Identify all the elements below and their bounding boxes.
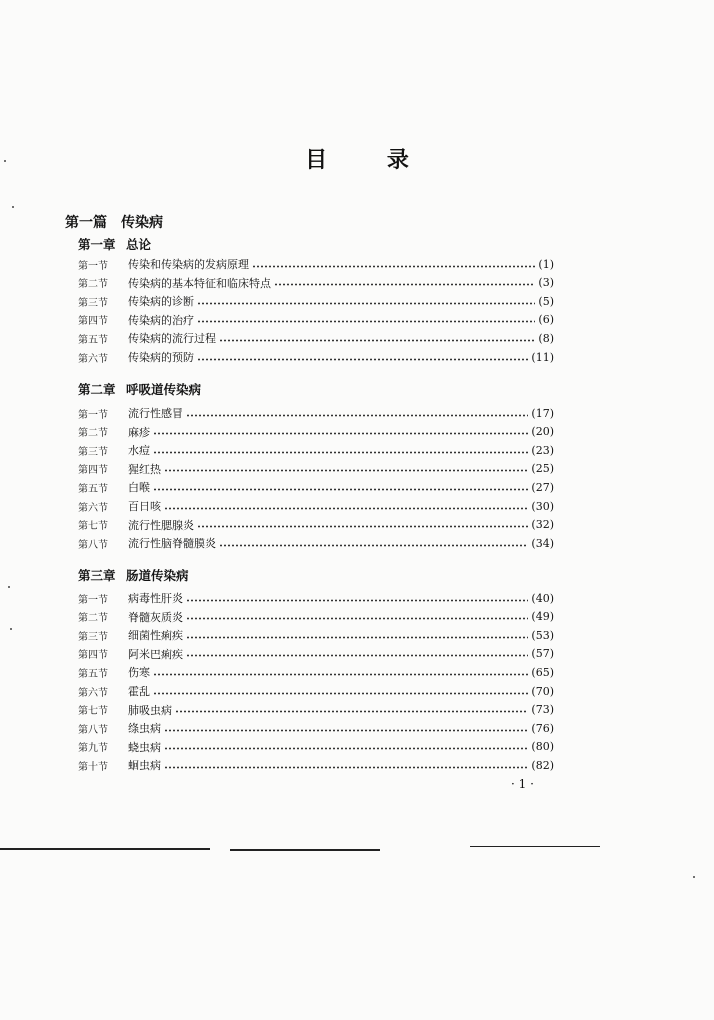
- toc-entry: [78, 645, 554, 663]
- scan-edge-line: [230, 849, 380, 851]
- toc-entry: [78, 608, 554, 626]
- section-title: 水痘: [128, 444, 150, 458]
- toc-entry: [78, 292, 554, 310]
- section-number: 第一节: [78, 260, 108, 272]
- section-page: (80): [531, 740, 554, 754]
- scan-speck: [10, 628, 12, 630]
- toc-entry: [78, 460, 554, 478]
- section-number: 第五节: [78, 334, 108, 346]
- dot-leader: [164, 747, 528, 750]
- section-number: 第六节: [78, 353, 108, 365]
- dot-leader: [186, 617, 528, 620]
- section-number: 第五节: [78, 668, 108, 680]
- dot-leader: [153, 488, 528, 491]
- toc-entry: [78, 756, 554, 774]
- scan-speck: [4, 160, 6, 162]
- dot-leader: [197, 302, 535, 305]
- section-page: (20): [531, 425, 554, 439]
- dot-leader: [153, 432, 528, 435]
- dot-leader: [274, 283, 535, 286]
- section-title: 绦虫病: [128, 722, 161, 736]
- toc-entry: [78, 534, 554, 552]
- section-title: 麻疹: [128, 425, 150, 439]
- section-page: (70): [531, 684, 554, 698]
- dot-leader: [186, 654, 528, 657]
- section-page: (32): [531, 518, 554, 532]
- section-page: (17): [531, 406, 554, 420]
- toc-entry: [78, 719, 554, 737]
- section-title: 传染病的治疗: [128, 313, 194, 327]
- section-page: (40): [531, 591, 554, 605]
- page-title: 目 录: [305, 147, 435, 173]
- scan-speck: [8, 586, 10, 588]
- section-title: 传染病的预防: [128, 351, 194, 364]
- dot-leader: [164, 729, 528, 732]
- dot-leader: [197, 320, 535, 323]
- chapter-title: 总论: [126, 237, 152, 252]
- section-title: 蛲虫病: [128, 740, 161, 754]
- section-page: (25): [531, 462, 554, 476]
- section-number: 第一节: [78, 409, 108, 421]
- section-number: 第六节: [78, 502, 108, 514]
- section-title: 传染病的流行过程: [128, 332, 216, 346]
- section-page: (6): [538, 313, 554, 327]
- section-page: (3): [538, 276, 554, 290]
- section-title: 阿米巴痢疾: [128, 647, 183, 661]
- toc-entry: [78, 663, 554, 681]
- toc-entry: [78, 329, 554, 347]
- section-page: (23): [531, 443, 554, 457]
- section-title: 蛔虫病: [128, 759, 161, 773]
- toc-entry: [78, 589, 554, 607]
- section-title: 流行性感冒: [128, 407, 183, 420]
- section-number: 第三节: [78, 446, 108, 458]
- section-title: 传染病的基本特征和临床特点: [128, 276, 271, 290]
- dot-leader: [197, 358, 528, 361]
- toc-entry: [78, 701, 554, 719]
- dot-leader: [219, 339, 535, 342]
- chapter-heading: [78, 235, 151, 253]
- section-number: 第三节: [78, 631, 108, 643]
- section-number: 第五节: [78, 483, 108, 495]
- toc-entry: [78, 516, 554, 534]
- toc-entry: [78, 478, 554, 496]
- chapter-number: 第三章: [78, 568, 116, 583]
- section-number: 第十节: [78, 761, 108, 773]
- chapter-number: 第二章: [78, 382, 116, 397]
- section-page: (82): [531, 758, 554, 772]
- section-title: 猩红热: [128, 462, 161, 476]
- toc-entry: [78, 348, 554, 366]
- dot-leader: [164, 469, 528, 472]
- section-page: (30): [531, 499, 554, 513]
- toc-entry: [78, 311, 554, 329]
- chapter-number: 第一章: [78, 237, 116, 252]
- dot-leader: [175, 710, 528, 713]
- dot-leader: [153, 692, 528, 695]
- scan-speck: [693, 876, 695, 878]
- dot-leader: [164, 766, 528, 769]
- section-title: 流行性腮腺炎: [128, 518, 194, 532]
- dot-leader: [153, 451, 528, 454]
- toc-entry: [78, 255, 554, 273]
- toc-entry: [78, 626, 554, 644]
- section-number: 第八节: [78, 539, 108, 551]
- dot-leader: [153, 673, 528, 676]
- dot-leader: [186, 414, 528, 417]
- chapter-title: 呼吸道传染病: [126, 382, 202, 397]
- chapter-title: 肠道传染病: [126, 568, 189, 583]
- dot-leader: [219, 544, 528, 547]
- toc-entry: [78, 274, 554, 292]
- section-page: (53): [531, 628, 554, 642]
- section-title: 霍乱: [128, 685, 150, 698]
- section-number: 第一节: [78, 594, 108, 606]
- scan-speck: [12, 206, 14, 208]
- dot-leader: [186, 636, 528, 639]
- section-page: (27): [531, 480, 554, 494]
- scan-edge-line: [470, 846, 600, 847]
- section-title: 百日咳: [128, 500, 161, 513]
- section-page: (76): [531, 721, 554, 735]
- section-title: 肺吸虫病: [128, 703, 172, 717]
- section-title: 伤寒: [128, 666, 150, 680]
- section-number: 第二节: [78, 428, 108, 440]
- section-page: (57): [531, 647, 554, 661]
- section-number: 第四节: [78, 465, 108, 477]
- toc-entry: [78, 738, 554, 756]
- section-page: (11): [531, 350, 554, 364]
- section-page: (73): [531, 703, 554, 717]
- part-heading: 第一篇 传染病: [65, 215, 163, 231]
- section-number: 第二节: [78, 613, 108, 625]
- section-number: 第七节: [78, 521, 108, 533]
- toc-entry: [78, 404, 554, 422]
- dot-leader: [197, 525, 528, 528]
- dot-leader: [164, 507, 528, 510]
- section-page: (1): [538, 257, 554, 271]
- section-title: 白喉: [128, 481, 150, 495]
- section-title: 细菌性痢疾: [128, 629, 183, 643]
- section-number: 第四节: [78, 650, 108, 662]
- section-page: (49): [531, 610, 554, 624]
- toc-entry: [78, 497, 554, 515]
- section-number: 第二节: [78, 279, 108, 291]
- section-page: (5): [538, 294, 554, 308]
- toc-entry: [78, 682, 554, 700]
- toc-entry: [78, 423, 554, 441]
- section-title: 传染和传染病的发病原理: [128, 258, 249, 271]
- toc-entry: [78, 441, 554, 459]
- section-page: (65): [531, 665, 554, 679]
- section-number: 第七节: [78, 706, 108, 718]
- section-number: 第四节: [78, 316, 108, 328]
- section-number: 第六节: [78, 687, 108, 699]
- section-number: 第三节: [78, 297, 108, 309]
- chapter-heading: [78, 566, 189, 584]
- section-page: (34): [531, 536, 554, 550]
- page-number: · 1 ·: [511, 777, 534, 791]
- scan-edge-line: [0, 848, 210, 850]
- section-title: 传染病的诊断: [128, 295, 194, 309]
- section-title: 病毒性肝炎: [128, 592, 183, 605]
- section-page: (8): [538, 331, 554, 345]
- dot-leader: [186, 599, 528, 602]
- chapter-heading: [78, 380, 201, 398]
- section-number: 第八节: [78, 724, 108, 736]
- section-title: 脊髓灰质炎: [128, 610, 183, 624]
- section-title: 流行性脑脊髓膜炎: [128, 537, 216, 551]
- dot-leader: [252, 265, 535, 268]
- section-number: 第九节: [78, 743, 108, 755]
